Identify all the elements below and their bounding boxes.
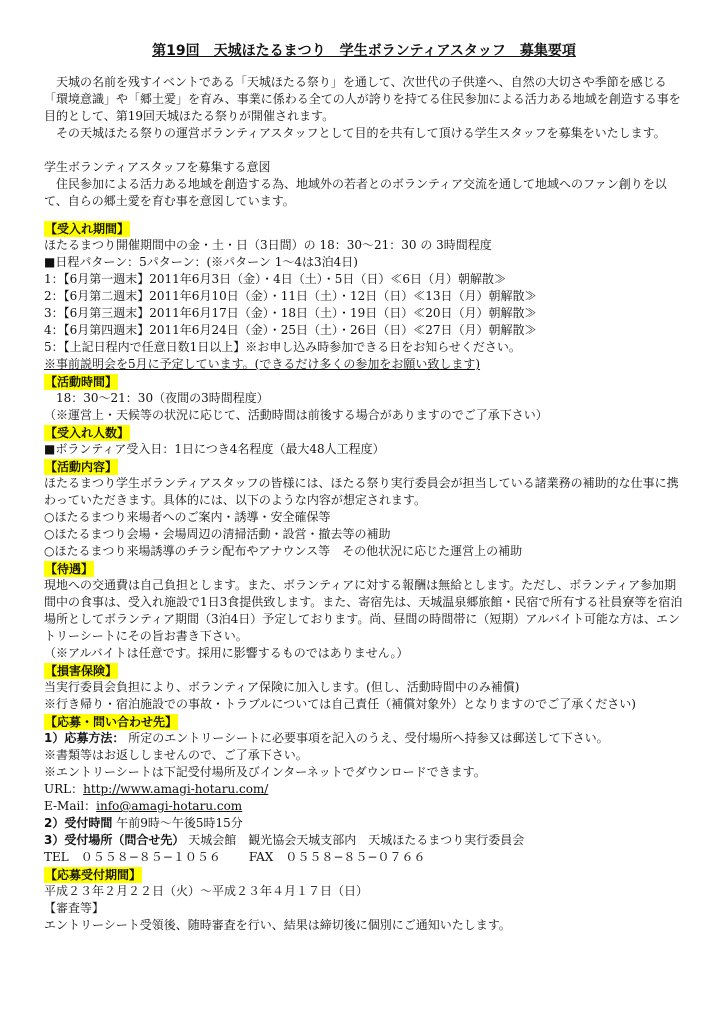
apply-note: ※エントリーシートは下記受付場所及びインターネットでダウンロードできます。 [44, 765, 486, 779]
period-line: 3：【6月第三週末】2011年6月17日（金）・18日（土）・19日（日）≪20日（月）朝解散≫ [44, 306, 537, 320]
period-note: ※事前説明会を5月に予定しています。(できるだけ多くの参加をお願い致します) [44, 357, 481, 371]
apply-place-label: 3）受付場所（問合せ先） [44, 833, 185, 847]
content-line: ほたるまつり学生ボランティアスタッフの皆様には、ほたる祭り実行委員会が担当している諸業務の補助的な仕事に携わっていただきます。具体的には、以下のような内容が想定されます。 [44, 476, 679, 507]
treatment-note: （※アルバイトは任意です。採用に影響するものではありません。） [44, 646, 409, 660]
capacity-label: 【受入れ人数】 [45, 426, 130, 440]
fax-number: FAX ０５５８−８５−０７６６ [248, 850, 426, 864]
content-line: ○ほたるまつり来場誘導のチラシ配布やアナウンス等 その他状況に応じた運営上の補助 [44, 544, 523, 558]
capacity-line: ■ボランティア受入日：1日につき4名程度（最大48人工程度） [44, 442, 385, 456]
apply-url [44, 781, 684, 798]
contact-numbers [44, 849, 684, 866]
url-label: URL： [44, 782, 84, 796]
period-line: 1：【6月第一週末】2011年6月3日（金）・4日（土）・5日（日）≪6日（月）朝解散≫ [44, 272, 506, 286]
content-label: 【活動内容】 [45, 460, 118, 474]
purpose-body: 住民参加による活力ある地域を創造する為、地域外の若者とのボランティア交流を通して地域へのファン創りを以て、自らの郷土愛を育む事を意図しています。 [44, 177, 667, 208]
period-line: ■日程パターン：5パターン：(※パターン 1〜4は3泊4日) [44, 255, 358, 269]
treatment-label: 【待遇】 [45, 562, 94, 576]
document-page [44, 40, 684, 934]
hours-note: （※運営上・天候等の状況に応じて、活動時間は前後する場合がありますのでご了承下さい） [44, 408, 548, 422]
hours-line: 18：30〜21：30（夜間の3時間程度） [56, 391, 269, 405]
email-link[interactable]: info@amagi-hotaru.com [96, 799, 243, 813]
review-line: エントリーシート受領後、随時審査を行い、結果は締切後に個別にご通知いたします。 [44, 918, 511, 932]
content-line: ○ほたるまつり来場者へのご案内・誘導・安全確保等 [44, 510, 331, 524]
page-title: 第19回 天城ほたるまつり 学生ボランティアスタッフ 募集要項 [152, 43, 576, 59]
deadline-line: 平成２３年２月２２日（火）〜平成２３年４月１７日（日） [44, 884, 369, 898]
apply-hours-label: 2）受付時間 [44, 816, 113, 830]
apply-method [44, 730, 684, 747]
deadline-label: 【応募受付期間】 [45, 868, 142, 882]
intro-paragraph-1: 天城の名前を残すイベントである「天城ほたる祭り」を通して、次世代の子供達へ、自然の大切さや季節を感じる「環境意識」や「郷土愛」を育み、事業に係わる全ての人が誇りを持てる住民参加による活力ある地域を創造する事を目的として、第19回天城ほたる祭りが開催されます。 [44, 75, 681, 123]
apply-place-text: 天城会館 観光協会天城支部内 天城ほたるまつり実行委員会 [188, 833, 525, 847]
hours-label: 【活動時間】 [45, 375, 118, 389]
period-line: ほたるまつり開催期間中の金・土・日（3日間）の 18：30〜21：30 の 3時間程度 [44, 238, 492, 252]
treatment-line: 現地への交通費は自己負担とします。また、ボランティアに対する報酬は無給とします。ただし、ボランティア参加期間中の食事は、受入れ施設で1日3食提供致します。また、寄宿先は、天城温泉郷旅館・民宿で所有する社員寮等を宿泊場所としてボランティア期間（3泊4日）予定しております。尚、昼間の時間帯に（短期）アルバイト可能な方は、エントリーシートにその旨お書き下さい。 [44, 578, 683, 643]
period-label: 【受入れ期間】 [45, 222, 130, 236]
apply-label: 【応募・問い合わせ先】 [45, 715, 178, 729]
insurance-label: 【損害保険】 [45, 664, 118, 678]
apply-note: ※書類等はお返ししませんので、ご了承下さい。 [44, 748, 308, 762]
insurance-line: 当実行委員会負担により、ボランティア保険に加入します。(但し、活動時間中のみ補償) [44, 680, 520, 694]
period-line: 2：【6月第二週末】2011年6月10日（金）・11日（土）・12日（日）≪13日（月）朝解散≫ [44, 289, 537, 303]
review-label: 【審査等】 [44, 901, 105, 915]
period-line: 4：【6月第四週末】2011年6月24日（金）・25日（土）・26日（日）≪27日（月）朝解散≫ [44, 323, 537, 337]
url-link[interactable]: http://www.amagi-hotaru.com/ [83, 782, 269, 796]
insurance-line: ※行き帰り・宿泊施設での事故・トラブルについては自己責任（補償対象外）となりますのでご了承ください) [44, 697, 636, 711]
purpose-heading: 学生ボランティアスタッフを募集する意図 [44, 160, 271, 174]
tel-number: TEL ０５５８−８５−１０５６ [44, 850, 221, 864]
period-line: 5：【上記日程内で任意日数1日以上】※お申し込み時参加できる日をお知らせください。 [44, 340, 521, 354]
apply-method-label: 1）応募方法： [44, 731, 125, 745]
apply-hours [44, 815, 684, 832]
content-line: ○ほたるまつり会場・会場周辺の清掃活動・設営・撤去等の補助 [44, 527, 391, 541]
apply-place [44, 832, 684, 849]
apply-hours-text: 午前9時〜午後5時15分 [116, 816, 243, 830]
apply-method-text: 所定のエントリーシートに必要事項を記入のうえ、受付場所へ持参又は郵送して下さい。 [128, 731, 609, 745]
email-label: E-Mail： [44, 799, 97, 813]
apply-email [44, 798, 684, 815]
intro-paragraph-2: その天城ほたる祭りの運営ボランティアスタッフとして目的を共有して頂ける学生スタッフを募集をいたします。 [56, 126, 666, 140]
